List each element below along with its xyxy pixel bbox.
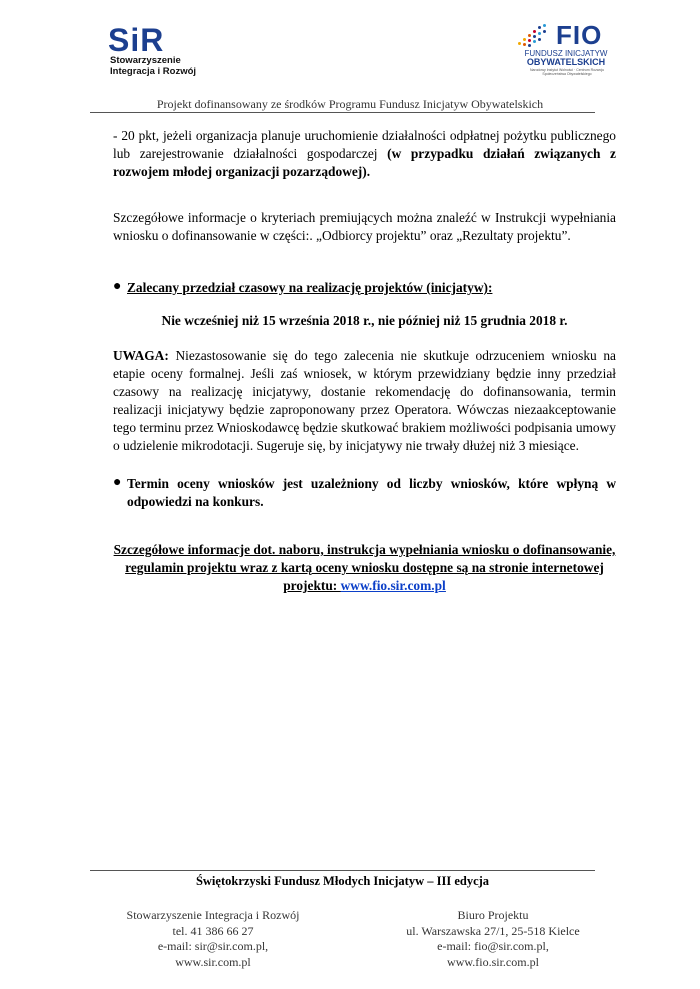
fio-logo-line1: FUNDUSZ INICJATYW xyxy=(524,49,608,58)
paragraph-more-info xyxy=(113,541,616,595)
paragraph-points xyxy=(113,127,616,181)
paragraph-points-bold: (w przypadku działań związanych z rozwojem młodej organizacji pozarządowej). xyxy=(113,146,616,179)
paragraph-warning xyxy=(113,347,616,455)
fio-logo-partners: Narodowy Instytut Wolności · Centrum Rozwoju Społeczeństwa Obywatelskiego xyxy=(529,68,605,76)
fio-dots-icon xyxy=(518,24,554,48)
footer-office-name: Biuro Projektu xyxy=(457,908,529,922)
footer-office-address: ul. Warszawska 27/1, 25-518 Kielce xyxy=(406,923,580,938)
sir-logo-line1: Stowarzyszenie xyxy=(110,55,181,66)
footer-office-email: e-mail: fio@sir.com.pl, xyxy=(437,939,549,953)
bullet-time-range: Zalecany przedział czasowy na realizację projektów (inicjatyw): xyxy=(127,280,493,295)
sir-logo-word: SiR xyxy=(108,22,165,58)
header-divider xyxy=(90,112,595,113)
sir-logo-line2: Integracja i Rozwój xyxy=(110,66,197,77)
footer-divider xyxy=(90,870,595,871)
bullet-evaluation-term: Termin oceny wniosków jest uzależniony od liczby wniosków, które wpłyną w odpowiedzi na konkurs. xyxy=(127,476,616,509)
bullet-dot-icon: ● xyxy=(113,475,122,490)
more-info-text: Szczegółowe informacje dot. naboru, instrukcja wypełniania wniosku o dofinansowanie, regulamin projektu wraz z kartą oceny wniosku dostępne są na stronie internetowej projektu: xyxy=(113,542,616,593)
fio-logo xyxy=(516,22,616,82)
warning-text: Niezastosowanie się do tego zalecenia nie skutkuje odrzuceniem wniosku na etapie oceny formalnej. Jeśli zaś wniosek, w którym przewidziany będzie inny przedział czasowy na realizację inicjatywy, dostanie rekomendację do dofinansowania, termin realizacji inicjatywy będzie zaproponowany przez Operatora. Wówczas niezaakceptowanie tego terminu przez Wnioskodawcę będzie skutkować brakiem możliwości podpisania umowy o udzielenie mikrodotacji. Sugeruje się, by inicjatywy nie trwały dłużej niż 3 miesiące. xyxy=(113,348,616,453)
footer-org-website: www.sir.com.pl xyxy=(175,954,251,969)
footer-org-phone: tel. 41 386 66 27 xyxy=(172,923,254,938)
paragraph-points-text: - 20 pkt, jeżeli organizacja planuje uruchomienie działalności odpłatnej pożytku publicznego lub zarejestrowanie działalności gospodarczej xyxy=(113,128,616,161)
sir-logo-subtitle xyxy=(110,55,196,77)
header-funding-note: Projekt dofinansowany ze środków Programu Fundusz Inicjatyw Obywatelskich xyxy=(156,97,544,111)
footer-title: Świętokrzyski Fundusz Młodych Inicjatyw – III edycja xyxy=(195,874,490,888)
recommended-dates: Nie wcześniej niż 15 września 2018 r., nie później niż 15 grudnia 2018 r. xyxy=(161,313,568,328)
fio-logo-word: FIO xyxy=(556,20,603,50)
footer-contact-office xyxy=(383,908,603,970)
project-website-link[interactable]: www.fio.sir.com.pl xyxy=(340,578,446,593)
warning-label: UWAGA: xyxy=(113,348,169,363)
fio-logo-subtitle xyxy=(516,49,616,67)
fio-logo-line2: OBYWATELSKICH xyxy=(526,57,606,67)
paragraph-criteria: Szczegółowe informacje o kryteriach premiujących można znaleźć w Instrukcji wypełniania wniosku o dofinansowanie w części:. „Odbiorcy projektu” oraz „Rezultaty projektu”. xyxy=(113,210,616,243)
footer-org-email: e-mail: sir@sir.com.pl, xyxy=(157,939,269,953)
footer-org-name: Stowarzyszenie Integracja i Rozwój xyxy=(126,908,300,922)
footer-office-website: www.fio.sir.com.pl xyxy=(447,954,539,969)
footer-contact-association xyxy=(113,908,313,970)
bullet-dot-icon: ● xyxy=(113,279,122,294)
sir-logo xyxy=(108,24,208,80)
